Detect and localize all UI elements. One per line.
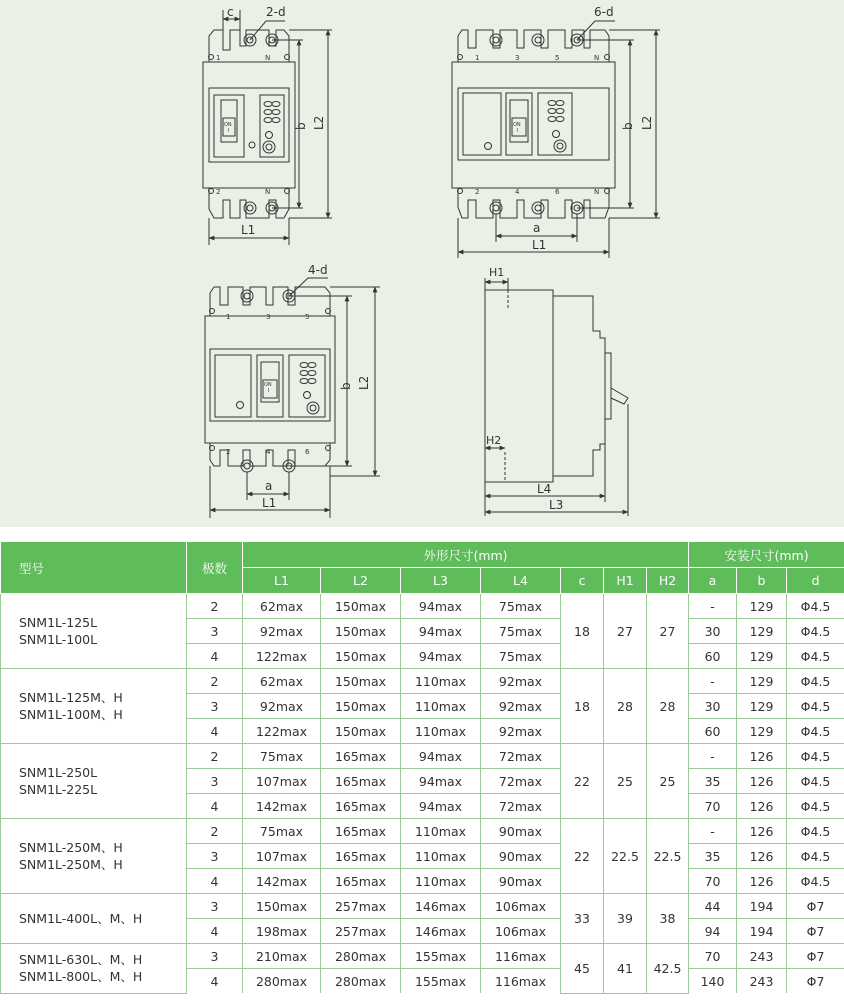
poles-cell: 2 bbox=[187, 744, 243, 769]
l3-cell: 110max bbox=[401, 719, 481, 744]
d-cell: Φ4.5 bbox=[787, 619, 844, 644]
terminal-label: 6 bbox=[555, 188, 560, 196]
l1-cell: 280max bbox=[243, 969, 321, 994]
l3-cell: 146max bbox=[401, 919, 481, 944]
dim-l3-label: L3 bbox=[549, 498, 564, 512]
d-cell: Φ7 bbox=[787, 969, 844, 994]
col-header-model: 型号 bbox=[1, 542, 187, 594]
l2-cell: 150max bbox=[321, 669, 401, 694]
b-cell: 126 bbox=[737, 744, 787, 769]
terminal-label: 3 bbox=[515, 54, 520, 62]
dim-b-label: b bbox=[294, 122, 308, 130]
a-cell: 70 bbox=[689, 869, 737, 894]
l3-cell: 110max bbox=[401, 844, 481, 869]
l2-cell: 257max bbox=[321, 894, 401, 919]
l1-cell: 107max bbox=[243, 769, 321, 794]
b-cell: 126 bbox=[737, 844, 787, 869]
a-cell: - bbox=[689, 669, 737, 694]
l3-cell: 110max bbox=[401, 819, 481, 844]
dim-h2-label: H2 bbox=[486, 434, 502, 447]
l3-cell: 94max bbox=[401, 794, 481, 819]
l1-cell: 62max bbox=[243, 594, 321, 619]
l1-cell: 62max bbox=[243, 669, 321, 694]
l4-cell: 92max bbox=[481, 694, 561, 719]
b-cell: 129 bbox=[737, 644, 787, 669]
c-cell: 22 bbox=[561, 819, 604, 894]
col-header-a: a bbox=[689, 568, 737, 594]
dim-l1-label: L1 bbox=[262, 496, 277, 510]
l3-cell: 110max bbox=[401, 694, 481, 719]
terminal-label: 4 bbox=[515, 188, 520, 196]
l4-cell: 106max bbox=[481, 894, 561, 919]
l2-cell: 280max bbox=[321, 944, 401, 969]
dim-2d-label: 2-d bbox=[266, 5, 286, 19]
table-row bbox=[1, 744, 844, 769]
b-cell: 243 bbox=[737, 969, 787, 994]
l2-cell: 150max bbox=[321, 719, 401, 744]
col-header-c: c bbox=[561, 568, 604, 594]
dimension-spec-table bbox=[0, 541, 844, 994]
l4-cell: 75max bbox=[481, 619, 561, 644]
dim-l1-label: L1 bbox=[532, 238, 547, 252]
i-label: I bbox=[268, 388, 270, 394]
a-cell: 70 bbox=[689, 944, 737, 969]
terminal-label: 4 bbox=[266, 448, 271, 456]
poles-cell: 3 bbox=[187, 844, 243, 869]
b-cell: 129 bbox=[737, 619, 787, 644]
h1-cell: 25 bbox=[604, 744, 647, 819]
l4-cell: 92max bbox=[481, 669, 561, 694]
model-name: SNM1L-250M、H bbox=[19, 840, 123, 855]
b-cell: 126 bbox=[737, 869, 787, 894]
i-label: I bbox=[517, 128, 519, 134]
table-row bbox=[1, 594, 844, 619]
l3-cell: 110max bbox=[401, 669, 481, 694]
on-label: ON bbox=[513, 122, 521, 128]
b-cell: 129 bbox=[737, 694, 787, 719]
l1-cell: 75max bbox=[243, 744, 321, 769]
d-cell: Φ4.5 bbox=[787, 819, 844, 844]
col-header-l2: L2 bbox=[321, 568, 401, 594]
h1-cell: 22.5 bbox=[604, 819, 647, 894]
terminal-label: N bbox=[594, 54, 600, 62]
l2-cell: 150max bbox=[321, 619, 401, 644]
dim-6d-label: 6-d bbox=[594, 5, 614, 19]
dim-a-label: a bbox=[265, 479, 273, 493]
l4-cell: 90max bbox=[481, 819, 561, 844]
dim-l4-label: L4 bbox=[537, 482, 552, 496]
l2-cell: 165max bbox=[321, 794, 401, 819]
dim-l2-label: L2 bbox=[312, 115, 326, 130]
poles-cell: 3 bbox=[187, 894, 243, 919]
terminal-label: 2 bbox=[475, 188, 480, 196]
l2-cell: 165max bbox=[321, 744, 401, 769]
l2-cell: 257max bbox=[321, 919, 401, 944]
b-cell: 129 bbox=[737, 719, 787, 744]
model-cell bbox=[1, 594, 187, 669]
poles-cell: 3 bbox=[187, 944, 243, 969]
l2-cell: 150max bbox=[321, 644, 401, 669]
d-cell: Φ4.5 bbox=[787, 744, 844, 769]
b-cell: 129 bbox=[737, 594, 787, 619]
l3-cell: 94max bbox=[401, 619, 481, 644]
d-cell: Φ4.5 bbox=[787, 844, 844, 869]
d-cell: Φ4.5 bbox=[787, 769, 844, 794]
l4-cell: 72max bbox=[481, 769, 561, 794]
l3-cell: 94max bbox=[401, 769, 481, 794]
a-cell: 30 bbox=[689, 694, 737, 719]
col-header-l4: L4 bbox=[481, 568, 561, 594]
l4-cell: 116max bbox=[481, 969, 561, 994]
l3-cell: 94max bbox=[401, 594, 481, 619]
l3-cell: 94max bbox=[401, 744, 481, 769]
model-name: SNM1L-800L、M、H bbox=[19, 969, 143, 985]
h2-cell: 42.5 bbox=[647, 944, 689, 994]
terminal-label: N bbox=[265, 54, 271, 62]
poles-cell: 4 bbox=[187, 919, 243, 944]
terminal-label: 1 bbox=[216, 54, 221, 62]
l4-cell: 106max bbox=[481, 919, 561, 944]
model-name: SNM1L-250L bbox=[19, 765, 98, 780]
a-cell: 30 bbox=[689, 619, 737, 644]
table-row bbox=[1, 819, 844, 844]
terminal-label: 2 bbox=[216, 188, 221, 196]
col-header-h1: H1 bbox=[604, 568, 647, 594]
terminal-label: 3 bbox=[266, 313, 271, 321]
model-name: SNM1L-225L bbox=[19, 782, 98, 797]
l4-cell: 92max bbox=[481, 719, 561, 744]
terminal-label: 5 bbox=[305, 313, 310, 321]
l2-cell: 150max bbox=[321, 594, 401, 619]
dim-4d-label: 4-d bbox=[308, 263, 328, 277]
poles-cell: 3 bbox=[187, 769, 243, 794]
d-cell: Φ4.5 bbox=[787, 869, 844, 894]
col-header-b: b bbox=[737, 568, 787, 594]
model-name: SNM1L-630L、M、H bbox=[19, 952, 143, 968]
poles-cell: 4 bbox=[187, 869, 243, 894]
l4-cell: 75max bbox=[481, 644, 561, 669]
terminal-label: 1 bbox=[475, 54, 480, 62]
d-cell: Φ4.5 bbox=[787, 694, 844, 719]
d-cell: Φ7 bbox=[787, 894, 844, 919]
col-group-install-dimensions: 安装尺寸(mm) bbox=[689, 542, 844, 568]
l2-cell: 165max bbox=[321, 844, 401, 869]
terminal-label: N bbox=[594, 188, 600, 196]
poles-cell: 4 bbox=[187, 719, 243, 744]
l3-cell: 110max bbox=[401, 869, 481, 894]
terminal-label: N bbox=[265, 188, 271, 196]
l1-cell: 198max bbox=[243, 919, 321, 944]
l1-cell: 92max bbox=[243, 619, 321, 644]
table-row bbox=[1, 894, 844, 919]
dim-b-label: b bbox=[621, 122, 635, 130]
a-cell: - bbox=[689, 594, 737, 619]
l1-cell: 107max bbox=[243, 844, 321, 869]
l1-cell: 122max bbox=[243, 719, 321, 744]
b-cell: 126 bbox=[737, 819, 787, 844]
poles-cell: 4 bbox=[187, 644, 243, 669]
l2-cell: 165max bbox=[321, 769, 401, 794]
i-label: I bbox=[228, 128, 230, 134]
a-cell: 94 bbox=[689, 919, 737, 944]
a-cell: 70 bbox=[689, 794, 737, 819]
c-cell: 33 bbox=[561, 894, 604, 944]
d-cell: Φ7 bbox=[787, 919, 844, 944]
poles-cell: 3 bbox=[187, 619, 243, 644]
l2-cell: 165max bbox=[321, 869, 401, 894]
h2-cell: 22.5 bbox=[647, 819, 689, 894]
d-cell: Φ4.5 bbox=[787, 794, 844, 819]
terminal-label: 5 bbox=[555, 54, 560, 62]
poles-cell: 3 bbox=[187, 694, 243, 719]
l2-cell: 165max bbox=[321, 819, 401, 844]
model-cell bbox=[1, 669, 187, 744]
l1-cell: 92max bbox=[243, 694, 321, 719]
l3-cell: 94max bbox=[401, 644, 481, 669]
model-name: SNM1L-125L bbox=[19, 615, 98, 630]
col-header-poles: 极数 bbox=[187, 542, 243, 594]
l1-cell: 150max bbox=[243, 894, 321, 919]
c-cell: 18 bbox=[561, 594, 604, 669]
col-header-l1: L1 bbox=[243, 568, 321, 594]
poles-cell: 2 bbox=[187, 594, 243, 619]
a-cell: 60 bbox=[689, 644, 737, 669]
breaker-3pole-front-view bbox=[205, 278, 380, 518]
h1-cell: 27 bbox=[604, 594, 647, 669]
poles-cell: 2 bbox=[187, 669, 243, 694]
model-name: SNM1L-400L、M、H bbox=[19, 911, 143, 926]
on-label: ON bbox=[264, 382, 272, 388]
l1-cell: 142max bbox=[243, 794, 321, 819]
l4-cell: 90max bbox=[481, 844, 561, 869]
l4-cell: 72max bbox=[481, 744, 561, 769]
d-cell: Φ7 bbox=[787, 944, 844, 969]
a-cell: 44 bbox=[689, 894, 737, 919]
a-cell: - bbox=[689, 819, 737, 844]
model-name: SNM1L-100L bbox=[19, 632, 98, 647]
l4-cell: 90max bbox=[481, 869, 561, 894]
model-cell bbox=[1, 744, 187, 819]
dim-h1-label: H1 bbox=[489, 266, 505, 279]
d-cell: Φ4.5 bbox=[787, 719, 844, 744]
poles-cell: 4 bbox=[187, 969, 243, 994]
c-cell: 18 bbox=[561, 669, 604, 744]
d-cell: Φ4.5 bbox=[787, 594, 844, 619]
b-cell: 126 bbox=[737, 769, 787, 794]
l1-cell: 142max bbox=[243, 869, 321, 894]
h1-cell: 39 bbox=[604, 894, 647, 944]
dim-a-label: a bbox=[533, 221, 541, 235]
model-name: SNM1L-250M、H bbox=[19, 857, 123, 872]
poles-cell: 4 bbox=[187, 794, 243, 819]
a-cell: 35 bbox=[689, 769, 737, 794]
terminal-label: 6 bbox=[305, 448, 310, 456]
terminal-label: 1 bbox=[226, 313, 231, 321]
d-cell: Φ4.5 bbox=[787, 644, 844, 669]
l2-cell: 280max bbox=[321, 969, 401, 994]
h2-cell: 25 bbox=[647, 744, 689, 819]
l4-cell: 75max bbox=[481, 594, 561, 619]
dim-l2-label: L2 bbox=[640, 115, 654, 130]
h1-cell: 28 bbox=[604, 669, 647, 744]
c-cell: 22 bbox=[561, 744, 604, 819]
poles-cell: 2 bbox=[187, 819, 243, 844]
l3-cell: 155max bbox=[401, 969, 481, 994]
dim-l2-label: L2 bbox=[357, 375, 371, 390]
l2-cell: 150max bbox=[321, 694, 401, 719]
col-header-h2: H2 bbox=[647, 568, 689, 594]
a-cell: - bbox=[689, 744, 737, 769]
col-header-l3: L3 bbox=[401, 568, 481, 594]
terminal-label: 2 bbox=[226, 448, 231, 456]
c-cell: 45 bbox=[561, 944, 604, 994]
table-row bbox=[1, 669, 844, 694]
model-cell bbox=[1, 819, 187, 894]
h1-cell: 41 bbox=[604, 944, 647, 994]
col-group-outer-dimensions: 外形尺寸(mm) bbox=[243, 542, 689, 568]
dim-c-label: c bbox=[227, 5, 234, 19]
dim-b-label: b bbox=[339, 382, 353, 390]
b-cell: 194 bbox=[737, 919, 787, 944]
a-cell: 35 bbox=[689, 844, 737, 869]
l4-cell: 72max bbox=[481, 794, 561, 819]
h2-cell: 38 bbox=[647, 894, 689, 944]
breaker-side-view bbox=[485, 278, 628, 516]
b-cell: 243 bbox=[737, 944, 787, 969]
l3-cell: 155max bbox=[401, 944, 481, 969]
a-cell: 60 bbox=[689, 719, 737, 744]
model-name: SNM1L-125M、H bbox=[19, 690, 123, 705]
l1-cell: 75max bbox=[243, 819, 321, 844]
l3-cell: 146max bbox=[401, 894, 481, 919]
b-cell: 129 bbox=[737, 669, 787, 694]
h2-cell: 28 bbox=[647, 669, 689, 744]
l1-cell: 210max bbox=[243, 944, 321, 969]
model-cell bbox=[1, 894, 187, 944]
col-header-d: d bbox=[787, 568, 844, 594]
b-cell: 194 bbox=[737, 894, 787, 919]
b-cell: 126 bbox=[737, 794, 787, 819]
model-cell bbox=[1, 944, 187, 994]
on-label: ON bbox=[224, 122, 232, 128]
l1-cell: 122max bbox=[243, 644, 321, 669]
l4-cell: 116max bbox=[481, 944, 561, 969]
dim-l1-label: L1 bbox=[241, 223, 256, 237]
d-cell: Φ4.5 bbox=[787, 669, 844, 694]
a-cell: 140 bbox=[689, 969, 737, 994]
model-name: SNM1L-100M、H bbox=[19, 707, 123, 722]
table-row bbox=[1, 944, 844, 969]
h2-cell: 27 bbox=[647, 594, 689, 669]
